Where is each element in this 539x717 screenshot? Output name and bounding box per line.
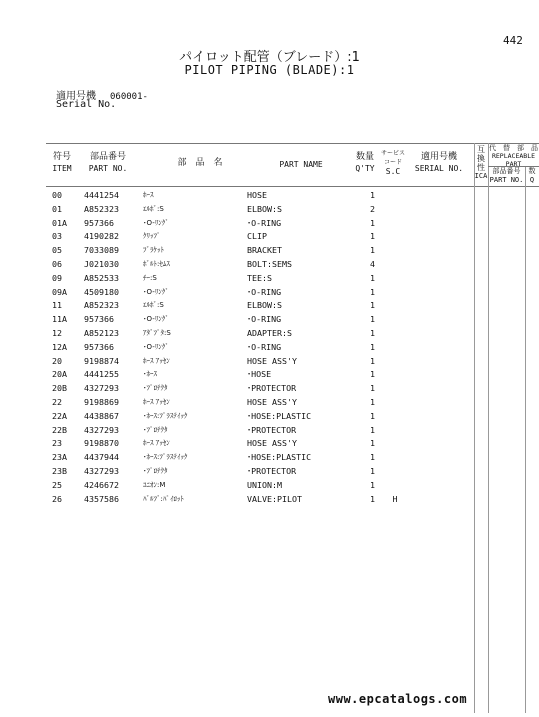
header-part-name-jp: 部 品 名 <box>177 158 223 168</box>
quantity: 1 <box>370 397 375 407</box>
table-row <box>0 354 539 368</box>
part-name-jp: ﾌﾞﾗｹｯﾄ <box>143 246 164 255</box>
part-name-en: BOLT:SEMS <box>247 259 292 269</box>
part-name-en: HOSE ASS'Y <box>247 355 297 366</box>
table-row <box>0 257 539 271</box>
part-name-jp: ﾎﾞﾙﾄ:ｾﾑｽ <box>143 260 170 268</box>
quantity: 1 <box>370 300 375 311</box>
item-symbol: 22B <box>52 424 67 435</box>
quantity: 1 <box>370 328 375 338</box>
part-number: 957366 <box>84 217 114 228</box>
quantity: 1 <box>370 272 375 283</box>
page-title-jp: パイロット配管（ブレード）:1 <box>179 50 360 65</box>
header-qty: 数量 Q'TY <box>355 152 375 173</box>
header-service-code: サービス コード S.C <box>380 150 405 176</box>
part-number: 9198874 <box>84 355 119 366</box>
part-name-jp: ﾎｰｽ ｱｯｾﾝ <box>143 398 170 406</box>
quantity: 1 <box>370 190 375 200</box>
item-symbol: 20B <box>52 383 67 394</box>
table-row <box>0 312 539 326</box>
page-title-en: PILOT PIPING (BLADE):1 <box>184 63 355 77</box>
table-row <box>0 202 539 216</box>
table-row <box>0 271 539 285</box>
serial-value: 060001- <box>110 92 148 102</box>
part-name-en: HOSE <box>247 190 267 200</box>
part-name-en: ･O-RING <box>247 341 282 352</box>
part-number: 4509180 <box>84 286 119 297</box>
part-number: J021030 <box>84 259 119 269</box>
table-row <box>0 326 539 340</box>
part-number: 4437944 <box>84 452 119 463</box>
part-number: A852533 <box>84 272 119 283</box>
part-name-en: ･HOSE:PLASTIC <box>247 452 312 463</box>
item-symbol: 06 <box>52 259 62 269</box>
quantity: 1 <box>370 438 375 449</box>
part-number: 7033089 <box>84 245 119 256</box>
table-header-rule <box>46 186 539 187</box>
header-symbol: 符号 ITEM <box>52 152 72 173</box>
part-number: 9198869 <box>84 397 119 407</box>
part-name-en: ADAPTER:S <box>247 328 292 338</box>
part-name-jp: ｱﾀﾞﾌﾟﾀ:S <box>143 329 171 337</box>
table-row <box>0 395 539 409</box>
table-row <box>0 229 539 243</box>
part-name-jp: ﾎｰｽ ｱｯｾﾝ <box>143 356 170 365</box>
table-row <box>0 464 539 478</box>
part-name-jp: ｸﾘｯﾌﾟ <box>143 232 161 241</box>
part-name-jp: ｴﾙﾎﾞ:S <box>143 301 164 310</box>
part-number: A852123 <box>84 328 119 338</box>
part-name-en: TEE:S <box>247 272 272 283</box>
part-name-en: CLIP <box>247 231 267 242</box>
quantity: 1 <box>370 369 375 380</box>
quantity: 1 <box>370 314 375 325</box>
table-row <box>0 285 539 299</box>
part-number: 957366 <box>84 314 114 325</box>
quantity: 1 <box>370 466 375 476</box>
quantity: 1 <box>370 217 375 228</box>
part-number: A852323 <box>84 300 119 311</box>
header-replaceable: 代 替 部 品 REPLACEABLE PART <box>489 144 538 168</box>
part-number: 4246672 <box>84 479 119 490</box>
item-symbol: 03 <box>52 231 62 242</box>
part-name-jp: ｴﾙﾎﾞ:S <box>143 204 164 213</box>
item-symbol: 22A <box>52 410 67 421</box>
header-interchange: 互 換 性 ICA <box>474 145 488 180</box>
header-part-name-en: PART NAME <box>279 160 323 169</box>
header-replace-part-no: 部品番号 PART NO. <box>489 167 524 184</box>
part-name-jp: ･O-ﾘﾝｸﾞ <box>143 342 169 351</box>
part-name-en: ･PROTECTOR <box>247 466 297 476</box>
part-name-en: ･O-RING <box>247 286 282 297</box>
part-number: 9198870 <box>84 438 119 449</box>
part-name-en: VALVE:PILOT <box>247 493 302 504</box>
part-name-en: UNION:M <box>247 479 282 490</box>
item-symbol: 23 <box>52 438 62 449</box>
part-number: 4190282 <box>84 231 119 242</box>
item-symbol: 01A <box>52 217 67 228</box>
quantity: 1 <box>370 383 375 394</box>
item-symbol: 26 <box>52 493 62 504</box>
item-symbol: 12 <box>52 328 62 338</box>
quantity: 1 <box>370 493 375 504</box>
part-name-en: ･HOSE:PLASTIC <box>247 410 312 421</box>
serial-label-en: Serial No. <box>56 99 117 110</box>
item-symbol: 11 <box>52 300 62 311</box>
part-number: 4438867 <box>84 410 119 421</box>
item-symbol: 01 <box>52 203 62 214</box>
quantity: 1 <box>370 452 375 463</box>
part-name-jp: ﾎｰｽ <box>143 191 154 199</box>
part-name-en: BRACKET <box>247 245 282 256</box>
part-name-en: ELBOW:S <box>247 203 282 214</box>
table-row <box>0 381 539 395</box>
item-symbol: 23A <box>52 452 67 463</box>
part-name-jp: ･ﾌﾟﾛﾃｸﾀ <box>143 384 168 393</box>
table-row <box>0 298 539 312</box>
part-number: 4327293 <box>84 466 119 476</box>
part-name-jp: ･O-ﾘﾝｸﾞ <box>143 218 169 227</box>
part-number: A852323 <box>84 203 119 214</box>
part-name-jp: ･O-ﾘﾝｸﾞ <box>143 315 169 324</box>
footer-url: www.epcatalogs.com <box>328 692 468 706</box>
item-symbol: 09A <box>52 286 67 297</box>
part-number: 4327293 <box>84 424 119 435</box>
item-symbol: 00 <box>52 190 62 200</box>
table-row <box>0 340 539 354</box>
part-number: 4441254 <box>84 190 119 200</box>
part-name-jp: ･ﾎｰｽ:ﾌﾟﾗｽﾃｲｯｸ <box>143 411 188 420</box>
header-part-no: 部品番号 PART NO. <box>88 152 128 173</box>
part-name-en: HOSE ASS'Y <box>247 438 297 449</box>
part-name-en: ELBOW:S <box>247 300 282 311</box>
table-top-rule <box>46 143 539 144</box>
item-symbol: 23B <box>52 466 67 476</box>
header-serial: 適用号機 SERIAL NO. <box>414 152 464 173</box>
table-row <box>0 492 539 506</box>
item-symbol: 09 <box>52 272 62 283</box>
quantity: 1 <box>370 341 375 352</box>
part-name-en: ･O-RING <box>247 217 282 228</box>
page-number: 442 <box>503 34 523 47</box>
part-number: 957366 <box>84 341 114 352</box>
quantity: 1 <box>370 410 375 421</box>
item-symbol: 12A <box>52 341 67 352</box>
quantity: 1 <box>370 286 375 297</box>
quantity: 1 <box>370 355 375 366</box>
item-symbol: 20 <box>52 355 62 366</box>
part-name-en: HOSE ASS'Y <box>247 397 297 407</box>
table-row <box>0 216 539 230</box>
item-symbol: 20A <box>52 369 67 380</box>
part-name-jp: ･ﾌﾟﾛﾃｸﾀ <box>143 425 168 434</box>
part-name-en: ･PROTECTOR <box>247 424 297 435</box>
item-symbol: 05 <box>52 245 62 256</box>
part-name-jp: ･O-ﾘﾝｸﾞ <box>143 287 169 296</box>
part-name-jp: ﾎｰｽ ｱｯｾﾝ <box>143 439 170 448</box>
item-symbol: 11A <box>52 314 67 325</box>
quantity: 2 <box>370 203 375 214</box>
part-name-jp: ･ﾎｰｽ:ﾌﾟﾗｽﾃｲｯｸ <box>143 453 188 462</box>
quantity: 1 <box>370 479 375 490</box>
table-row <box>0 423 539 437</box>
quantity: 4 <box>370 259 375 269</box>
item-symbol: 25 <box>52 479 62 490</box>
part-name-jp: ﾊﾞﾙﾌﾞ:ﾊﾟｲﾛｯﾄ <box>143 494 184 503</box>
quantity: 1 <box>370 424 375 435</box>
part-name-jp: ﾁｰ:S <box>143 273 157 282</box>
table-row <box>0 367 539 381</box>
part-number: 4441255 <box>84 369 119 380</box>
header-replace-qty: 数 Q <box>528 167 536 184</box>
part-name-en: ･HOSE <box>247 369 272 380</box>
table-row <box>0 409 539 423</box>
table-row <box>0 436 539 450</box>
part-name-en: ･O-RING <box>247 314 282 325</box>
quantity: 1 <box>370 245 375 256</box>
part-name-jp: ･ﾎｰｽ <box>143 370 157 379</box>
item-symbol: 22 <box>52 397 62 407</box>
quantity: 1 <box>370 231 375 242</box>
part-number: 4357586 <box>84 493 119 504</box>
table-row <box>0 243 539 257</box>
part-name-en: ･PROTECTOR <box>247 383 297 394</box>
table-row <box>0 188 539 202</box>
table-row <box>0 478 539 492</box>
part-number: 4327293 <box>84 383 119 394</box>
part-name-jp: ･ﾌﾟﾛﾃｸﾀ <box>143 467 168 475</box>
table-row <box>0 450 539 464</box>
serial-label-jp: 適用号機 <box>56 91 96 102</box>
part-name-jp: ﾕﾆｵﾝ:M <box>143 480 166 489</box>
service-code: H <box>392 493 398 504</box>
